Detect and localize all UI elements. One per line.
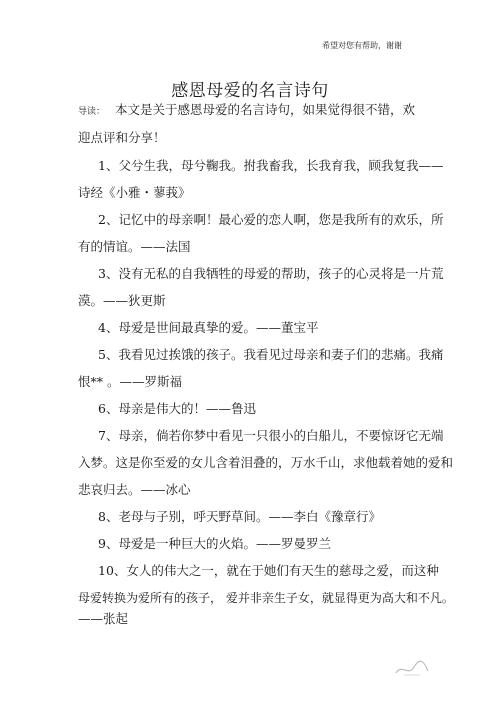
header-note: 希望对您有帮助，谢谢 [322, 41, 402, 50]
intro-text-1: 本文是关于感恩母爱的名言诗句，如果觉得很不错，欢 [115, 102, 416, 117]
quote-8-line-1: 8、老母与子别，呼天野草间。——李白《豫章行》 [98, 509, 381, 524]
handwritten-mark-icon [394, 657, 430, 681]
document-title: 感恩母爱的名言诗句 [171, 81, 329, 101]
quote-1-line-2: 诗经《小雅・蓼莪》 [78, 185, 191, 200]
quote-9-line-1: 9、母爱是一种巨大的火焰。——罗曼罗兰 [98, 536, 331, 551]
quote-3-line-1: 3、没有无私的自我牺牲的母爱的帮助，孩子的心灵将是一片荒 [98, 266, 444, 281]
quote-7-line-2: 入梦。这是你至爱的女儿含着泪叠的，万水千山，求他载着她的爱和 [78, 455, 454, 470]
quote-7-line-3: 悲哀归去。——冰心 [78, 482, 191, 497]
quote-2-line-2: 有的情谊。——法国 [78, 239, 191, 254]
quote-10-line-2: 母爱转换为爱所有的孩子， 爱并非亲生子女，就显得更为高大和不凡。 [78, 591, 454, 605]
quote-3-line-2: 漠。——狄更斯 [78, 293, 166, 308]
intro-label: 导读： [78, 107, 106, 117]
quote-5-line-1: 5、我看见过挨饿的孩子。我看见过母亲和妻子们的悲痛。我痛 [98, 347, 444, 362]
quote-10-line-3: ——张起 [78, 611, 129, 626]
intro-line-1 [78, 104, 415, 117]
quote-2-line-1: 2、记忆中的母亲啊！最心爱的恋人啊，您是我所有的欢乐，所 [98, 212, 444, 227]
quote-10-line-1: 10、女人的伟大之一，就在于她们有天生的慈母之爱，而这种 [98, 563, 439, 578]
intro-line-2: 迎点评和分享！ [78, 130, 166, 145]
quote-4-line-1: 4、母爱是世间最真挚的爱。——董宝平 [98, 320, 319, 335]
quote-5-line-2: 恨** 。——罗斯福 [78, 374, 182, 389]
quote-6-line-1: 6、母亲是伟大的！——鲁迅 [98, 401, 256, 416]
quote-7-line-1: 7、母亲，倘若你梦中看见一只很小的白船儿，不要惊讶它无端 [98, 428, 444, 443]
quote-1-line-1: 1、父兮生我，母兮鞠我。拊我畜我，长我育我，顾我复我—— [98, 158, 444, 173]
